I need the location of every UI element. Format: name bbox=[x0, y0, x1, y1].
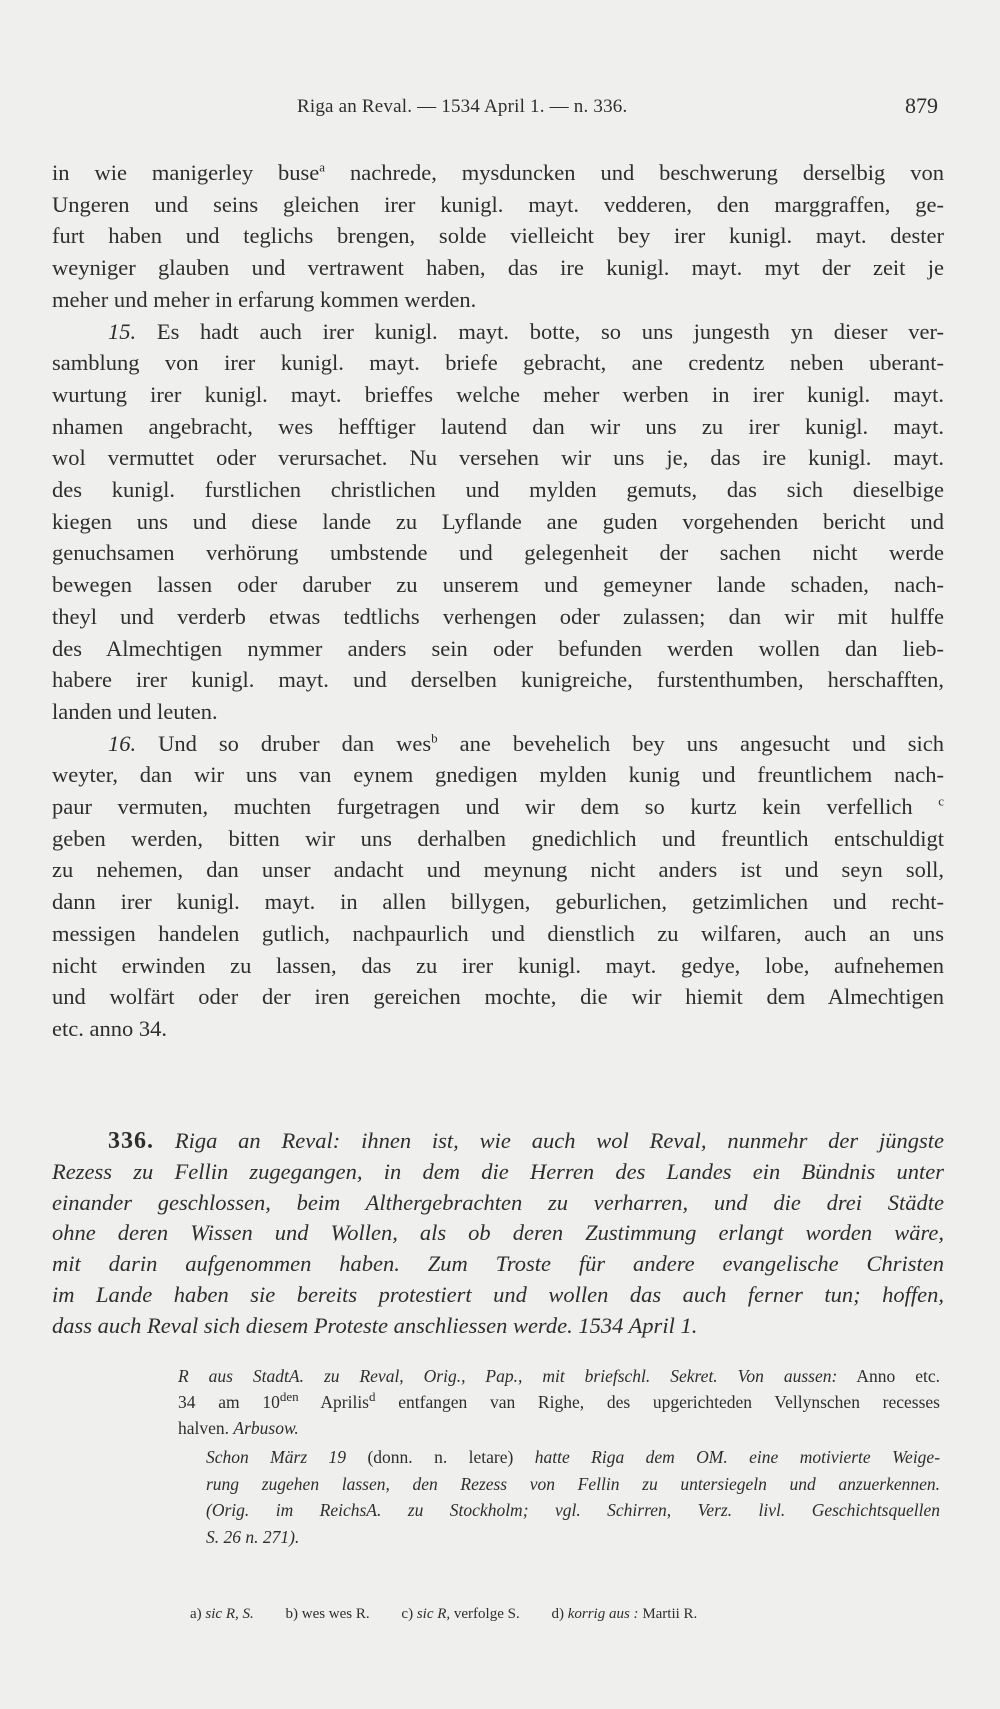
text-line: weyter, dan wir uns van eynem gnedigen mylden kunig und freuntlichem nach- bbox=[52, 762, 944, 788]
footnote-d: d) korrig aus : Martii R. bbox=[551, 1606, 698, 1622]
note-mark-c: c bbox=[938, 793, 945, 809]
letter-text-continued bbox=[52, 157, 944, 1045]
note-line: Schon März 19 (donn. n. letare) hatte Riga dem OM. eine motivierte Weige- bbox=[206, 1447, 941, 1467]
text-line: dann irer kunigl. mayt. in allen billygen, geburlichen, getzimlichen und recht- bbox=[52, 889, 944, 915]
footnote-c: c) sic R, verfolge S. bbox=[401, 1606, 520, 1622]
text-line: meher und meher in erfarung kommen werden. bbox=[52, 286, 477, 312]
editorial-note bbox=[206, 1444, 940, 1550]
text-line: in wie manigerley buse$^a$ nachrede, mysduncken und beschwerung derselbig von bbox=[52, 159, 945, 185]
text-line: samblung von irer kunigl. mayt. briefe gebracht, ane credentz neben uberant- bbox=[52, 350, 944, 376]
summary-line: ohne deren Wissen und Wollen, als ob deren Zustimmung erlangt worden wäre, bbox=[52, 1220, 944, 1246]
text-line: wol vermuttet oder verursachet. Nu versehen wir uns je, das ire kunigl. mayt. bbox=[52, 445, 944, 471]
text-line: habere irer kunigl. mayt. und derselben kunigreiche, furstenthumben, herschafften, bbox=[52, 667, 944, 693]
source-line: halven. Arbusow. bbox=[178, 1418, 299, 1438]
paragraph-number: 16. bbox=[108, 730, 137, 756]
summary-line: einander geschlossen, beim Althergebrachten zu verharren, und die drei Städte bbox=[52, 1189, 944, 1215]
summary-line: Rezess zu Fellin zugegangen, in dem die Herren des Landes ein Bündnis unter bbox=[52, 1158, 944, 1184]
summary-line: dass auch Reval sich diesem Proteste anschliessen werde. 1534 April 1. bbox=[52, 1312, 698, 1338]
text-line: des Almechtigen nymmer anders sein oder befunden werden wollen dan lieb- bbox=[52, 635, 944, 661]
text-line: nhamen angebracht, wes hefftiger lautend dan wir uns zu irer kunigl. mayt. bbox=[52, 413, 944, 439]
text-line: landen und leuten. bbox=[52, 698, 218, 724]
text-line: des kunigl. furstlichen christlichen und mylden gemuts, das sich dieselbige bbox=[52, 477, 944, 503]
text-line: etc. anno 34. bbox=[52, 1015, 167, 1041]
text-line: paur vermuten, muchten furgetragen und wir dem so kurtz kein verfellich $^c$ bbox=[52, 793, 945, 820]
text-line: bewegen lassen oder daruber zu unserem und gemeyner lande schaden, nach- bbox=[52, 572, 944, 598]
summary-line: im Lande haben sie bereits protestiert und wollen das auch ferner tun; hoffen, bbox=[52, 1281, 944, 1307]
footnote-a: a) sic R, S. bbox=[190, 1606, 254, 1622]
source-line: R aus StadtA. zu Reval, Orig., Pap., mit briefschl. Sekret. Von aussen: Anno etc. bbox=[178, 1366, 940, 1386]
note-line: S. 26 n. 271). bbox=[206, 1526, 300, 1547]
document-summary-336 bbox=[52, 1126, 944, 1342]
text-line: messigen handelen gutlich, nachpaurlich und dienstlich zu wilfaren, auch an uns bbox=[52, 920, 944, 946]
paragraph-15: 15. Es hadt auch irer kunigl. mayt. botte, so uns jungesth yn dieser ver- bbox=[108, 318, 944, 344]
source-note bbox=[178, 1363, 940, 1441]
text-line: zu nehemen, dan unser andacht und meynung nicht anders ist und seyn soll, bbox=[52, 857, 944, 883]
text-line: theyl und verderb etwas tedtlichs verhengen oder zulassen; dan wir mit hulffe bbox=[52, 603, 944, 629]
footnotes bbox=[190, 1606, 725, 1623]
text-line: furt haben und teglichs brengen, solde vielleicht bey irer kunigl. mayt. dester bbox=[52, 223, 944, 249]
text-line: genuchsamen verhörung umbstende und gelegenheit der sachen nicht werde bbox=[52, 540, 944, 566]
source-line: 34 am $10^{den}$ Aprilis$^d$ entfangen van Righe, des upgerichteden Vellynschen recesses bbox=[178, 1389, 940, 1412]
note-mark-b: b bbox=[431, 730, 438, 746]
text-line: wurtung irer kunigl. mayt. brieffes welche meher werben in irer kunigl. mayt. bbox=[52, 381, 944, 407]
paragraph-number: 15. bbox=[108, 318, 137, 344]
text-line: kiegen uns und diese lande zu Lyflande ane guden vorgehenden bericht und bbox=[52, 508, 944, 534]
summary-first-line: 336. Riga an Reval: ihnen ist, wie auch wol Reval, nunmehr der jüngste bbox=[108, 1128, 945, 1154]
summary-line: mit darin aufgenommen haben. Zum Troste für andere evangelische Christen bbox=[52, 1251, 944, 1277]
footnote-b: b) wes wes R. bbox=[285, 1606, 370, 1622]
page-number: 879 bbox=[905, 93, 938, 118]
text-line: Ungeren und seins gleichen irer kunigl. mayt. vedderen, den marggraffen, ge- bbox=[52, 191, 944, 217]
text-line: geben werden, bitten wir uns derhalben gnedichlich und freuntlich entschuldigt bbox=[52, 825, 944, 851]
text-line: und wolfärt oder der iren gereichen mochte, die wir hiemit dem Almechtigen bbox=[52, 984, 944, 1010]
paragraph-16: 16. Und so druber dan wes$^b$ ane bevehelich bey uns angesucht und sich bbox=[108, 730, 945, 756]
text-line: nicht erwinden zu lassen, das zu irer kunigl. mayt. gedye, lobe, aufnehemen bbox=[52, 952, 944, 978]
running-title: Riga an Reval. — 1534 April 1. — n. 336. bbox=[297, 96, 628, 117]
note-line: rung zugehen lassen, den Rezess von Fellin zu untersiegeln und anzuerkennen. bbox=[206, 1473, 940, 1494]
document-number: 336. bbox=[108, 1128, 154, 1154]
running-header bbox=[60, 93, 940, 126]
note-line: (Orig. im ReichsA. zu Stockholm; vgl. Schirren, Verz. livl. Geschichtsquellen bbox=[206, 1500, 940, 1520]
note-mark-a: a bbox=[319, 159, 326, 175]
text-line: weyniger glauben und vertrawent haben, das ire kunigl. mayt. myt der zeit je bbox=[52, 255, 944, 281]
